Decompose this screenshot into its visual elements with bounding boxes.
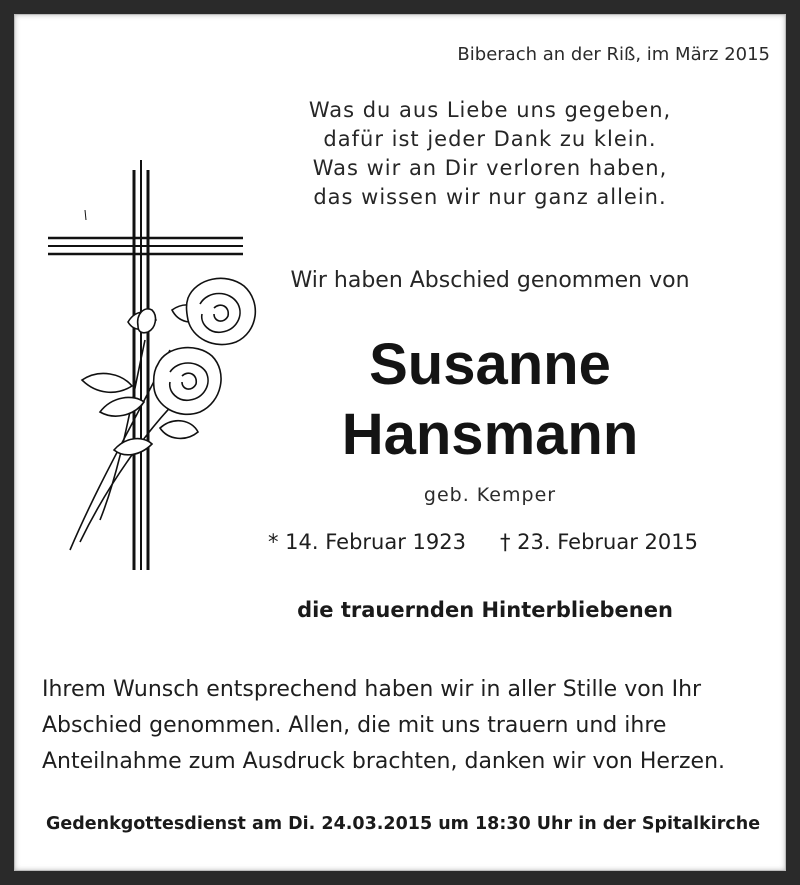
deceased-name (278, 330, 702, 470)
message-line: Abschied genommen. Allen, die mit uns trauern und ihre (42, 713, 667, 738)
death-date: † 23. Februar 2015 (500, 530, 698, 554)
memorial-service-line: Gedenkgottesdienst am Di. 24.03.2015 um 18:30 Uhr in der Spitalkirche (46, 814, 761, 834)
roses-icon (70, 278, 255, 550)
poem-line: Was wir an Dir verloren haben, (312, 156, 668, 180)
maiden-name: geb. Kemper (423, 484, 557, 506)
last-name: Hansmann (341, 402, 639, 467)
message-text (42, 672, 772, 780)
poem-line: Was du aus Liebe uns gegeben, (308, 98, 672, 122)
poem-line: dafür ist jeder Dank zu klein. (323, 127, 657, 151)
message-line: Ihrem Wunsch entsprechend haben wir in aller Stille von Ihr (42, 677, 702, 702)
poem-line: das wissen wir nur ganz allein. (313, 185, 667, 209)
message-line: Anteilnahme zum Ausdruck brachten, danken wir von Herzen. (42, 749, 725, 774)
farewell-line: Wir haben Abschied genommen von (290, 268, 690, 293)
cross-with-roses-icon (40, 150, 270, 580)
birth-date: * 14. Februar 1923 (268, 530, 466, 554)
mourners-line: die trauernden Hinterbliebenen (297, 598, 673, 622)
poem (262, 96, 718, 212)
place-date: Biberach an der Riß, im März 2015 (457, 44, 770, 65)
first-name: Susanne (369, 332, 611, 397)
